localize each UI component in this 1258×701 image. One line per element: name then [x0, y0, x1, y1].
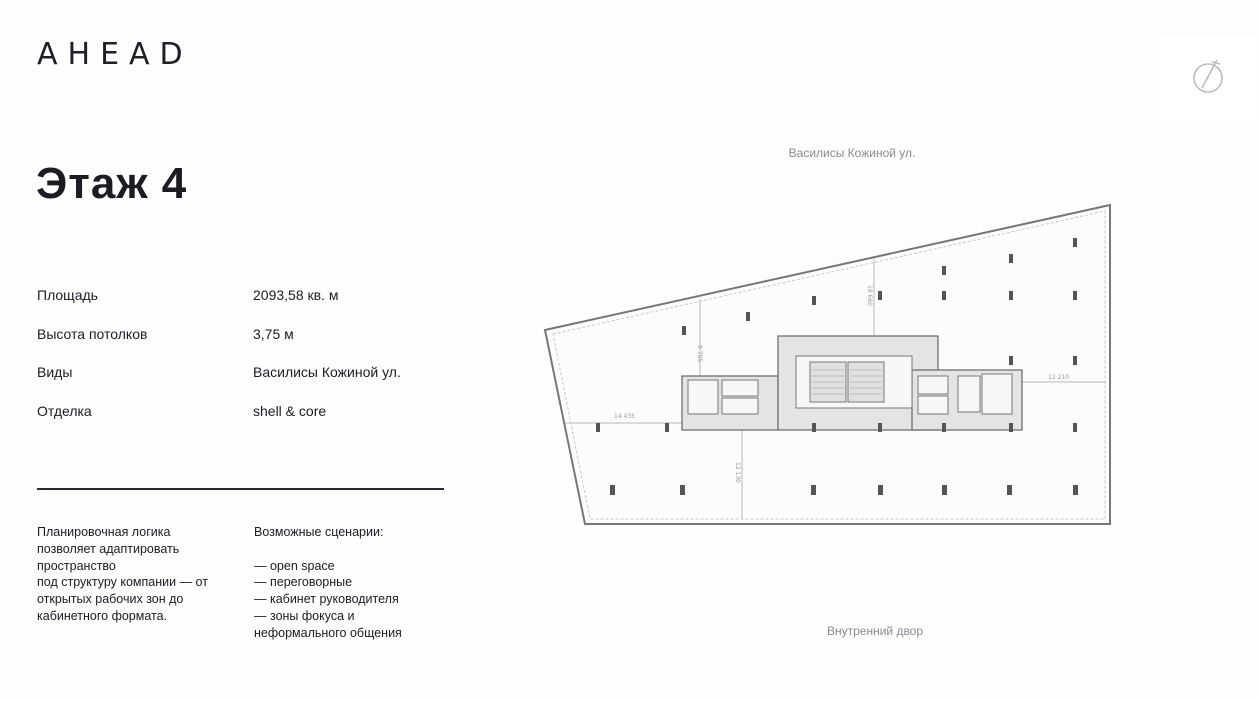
brand-logo: AHEAD	[37, 37, 193, 72]
scenario-item: — зоны фокуса и	[254, 608, 355, 623]
property-value: 3,75 м	[253, 325, 294, 342]
property-value: shell & core	[253, 402, 327, 419]
scenario-item: — переговорные	[254, 575, 353, 590]
property-value: 2093,58 кв. м	[253, 287, 339, 303]
dimension-label: 18 660	[866, 285, 873, 306]
property-label: Отделка	[37, 402, 92, 419]
floor-title: Этаж 4	[36, 159, 188, 208]
scenarios-title: Возможные сценарии:	[254, 525, 384, 539]
property-value: Василисы Кожиной ул.	[253, 364, 401, 380]
street-label: Василисы Кожиной ул.	[788, 146, 916, 160]
yard-label: Внутренний двор	[826, 624, 924, 638]
scenario-item: — кабинет руководителя	[254, 592, 399, 607]
dimension-label: 12 130	[734, 462, 741, 483]
dimension-label: 14 435	[614, 413, 635, 420]
dimension-label: 9 795	[696, 345, 703, 363]
scenario-item: неформального общения	[254, 625, 402, 640]
property-label: Высота потолков	[37, 325, 148, 342]
dimension-label: 12 210	[1048, 374, 1069, 381]
scenario-item: — open space	[254, 558, 335, 573]
layout-description: Планировочная логика позволяет адаптировать пространство под структуру компании — от открытых рабочих зон до кабинетного формата.	[37, 525, 208, 623]
property-label: Площадь	[37, 287, 98, 303]
property-label: Виды	[37, 364, 73, 380]
